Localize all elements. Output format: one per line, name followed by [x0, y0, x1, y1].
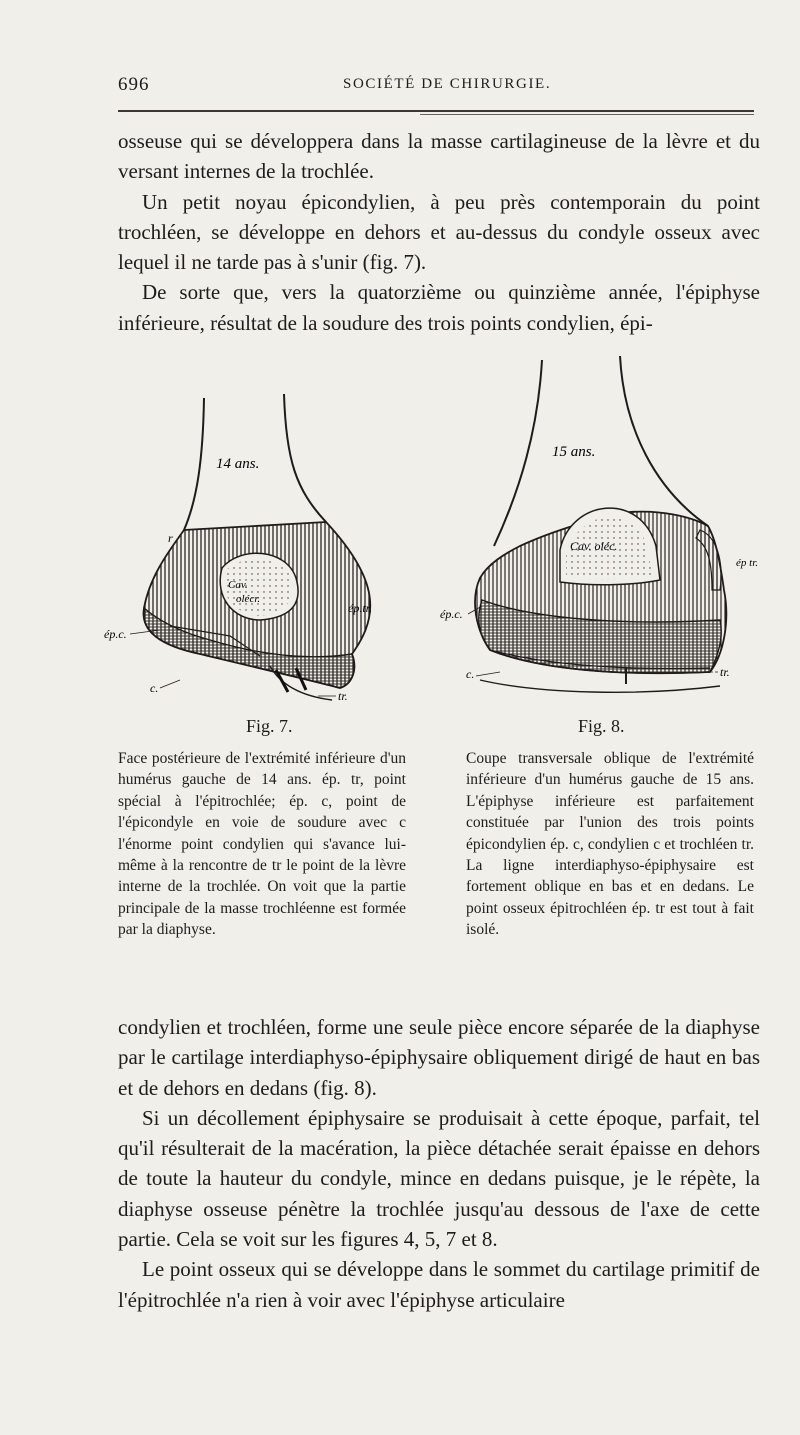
fig8-ep-c-label: ép.c.: [440, 607, 463, 621]
fig7-olecr-label: olécr.: [236, 593, 261, 605]
figure-8-illustration: [420, 350, 780, 720]
fig7-ep-tr-label: ép.tr.: [348, 601, 372, 615]
body-text-bottom: [118, 1012, 760, 1315]
fig8-ep-tr-label: ép tr.: [736, 557, 758, 569]
fig7-c-label: c.: [150, 681, 159, 695]
fig7-tr-label: tr.: [338, 689, 348, 703]
header-rule: [118, 110, 754, 112]
fig7-cav-label: Cav.: [228, 579, 248, 591]
page-header: [118, 74, 754, 98]
paragraph: Le point osseux qui se développe dans le sommet du cartilage primitif de l'épitrochlée n'a rien à voir avec l'épiphyse articulaire: [118, 1257, 760, 1312]
caption-text: Coupe transversale oblique de l'extrémité inférieure d'un humérus gauche de 15 ans. L'épiphyse inférieure est parfaitement constituée par l'union des trois points épicondylien ép. c, condylien c et trochléen tr. La ligne interdiaphyso-épiphysaire est fortement oblique en bas et en dedans. Le point osseux épitrochléen ép. tr est tout à fait isolé.: [466, 750, 754, 939]
figure-7-caption: [118, 748, 406, 941]
caption-text: Face postérieure de l'extrémité inférieure d'un humérus gauche de 14 ans. ép. tr, point spécial à l'épitrochlée; ép. c, point de l'épicondyle en voie de soudure avec c l'énorme point condylien qui s'avance lui-même à la rencontre de tr le point de la lèvre interne de la trochlée. On voit que la partie principale de la masse trochléenne est formée par la diaphyse.: [118, 750, 406, 939]
body-text-top: [118, 126, 760, 338]
fig7-ep-c-label: ép.c.: [104, 627, 127, 641]
humerus-section-drawing: [420, 350, 780, 720]
running-head: SOCIÉTÉ DE CHIRURGIE.: [343, 76, 552, 92]
figure-8-label: Fig. 8.: [578, 716, 625, 736]
paragraph: Un petit noyau épicondylien, à peu près contemporain du point trochléen, se développe en dehors et au-dessus du condyle osseux avec lequel il ne tarde pas à s'unir (fig. 7).: [118, 189, 760, 275]
fig8-age-label: 15 ans.: [552, 444, 596, 460]
paragraph: osseuse qui se développera dans la masse cartilagineuse de la lèvre et du versant internes de la trochlée.: [118, 129, 760, 184]
header-rule-secondary: [420, 114, 754, 115]
paragraph: De sorte que, vers la quatorzième ou quinzième année, l'épiphyse inférieure, résultat de la soudure des trois points condylien, épi-: [118, 280, 760, 335]
fig8-c-label: c.: [466, 667, 475, 681]
fig7-age-label: 14 ans.: [216, 456, 260, 472]
humerus-posterior-drawing: [100, 350, 400, 720]
figure-7-illustration: [100, 350, 400, 720]
fig7-r-label: r: [168, 531, 173, 545]
figure-8-caption: [466, 748, 754, 941]
page-number: 696: [118, 74, 150, 95]
fig8-tr-label: tr.: [720, 665, 730, 679]
paragraph: Si un décollement épiphysaire se produisait à cette époque, parfait, tel qu'il résulterait de la macération, la pièce détachée serait épaisse en dehors de toute la hauteur du condyle, mince en dedans puisque, je le répète, la diaphyse osseuse pénètre la trochlée jusqu'au dessous de l'axe de cette partie. Cela se voit sur les figures 4, 5, 7 et 8.: [118, 1105, 760, 1252]
paragraph: condylien et trochléen, forme une seule pièce encore séparée de la diaphyse par le cartilage interdiaphyso-épiphysaire obliquement dirigé de haut en bas et de dehors en dedans (fig. 8).: [118, 1015, 760, 1100]
fig8-cav-label: Cav. oléc.: [570, 539, 618, 553]
figure-7-label: Fig. 7.: [246, 716, 293, 736]
